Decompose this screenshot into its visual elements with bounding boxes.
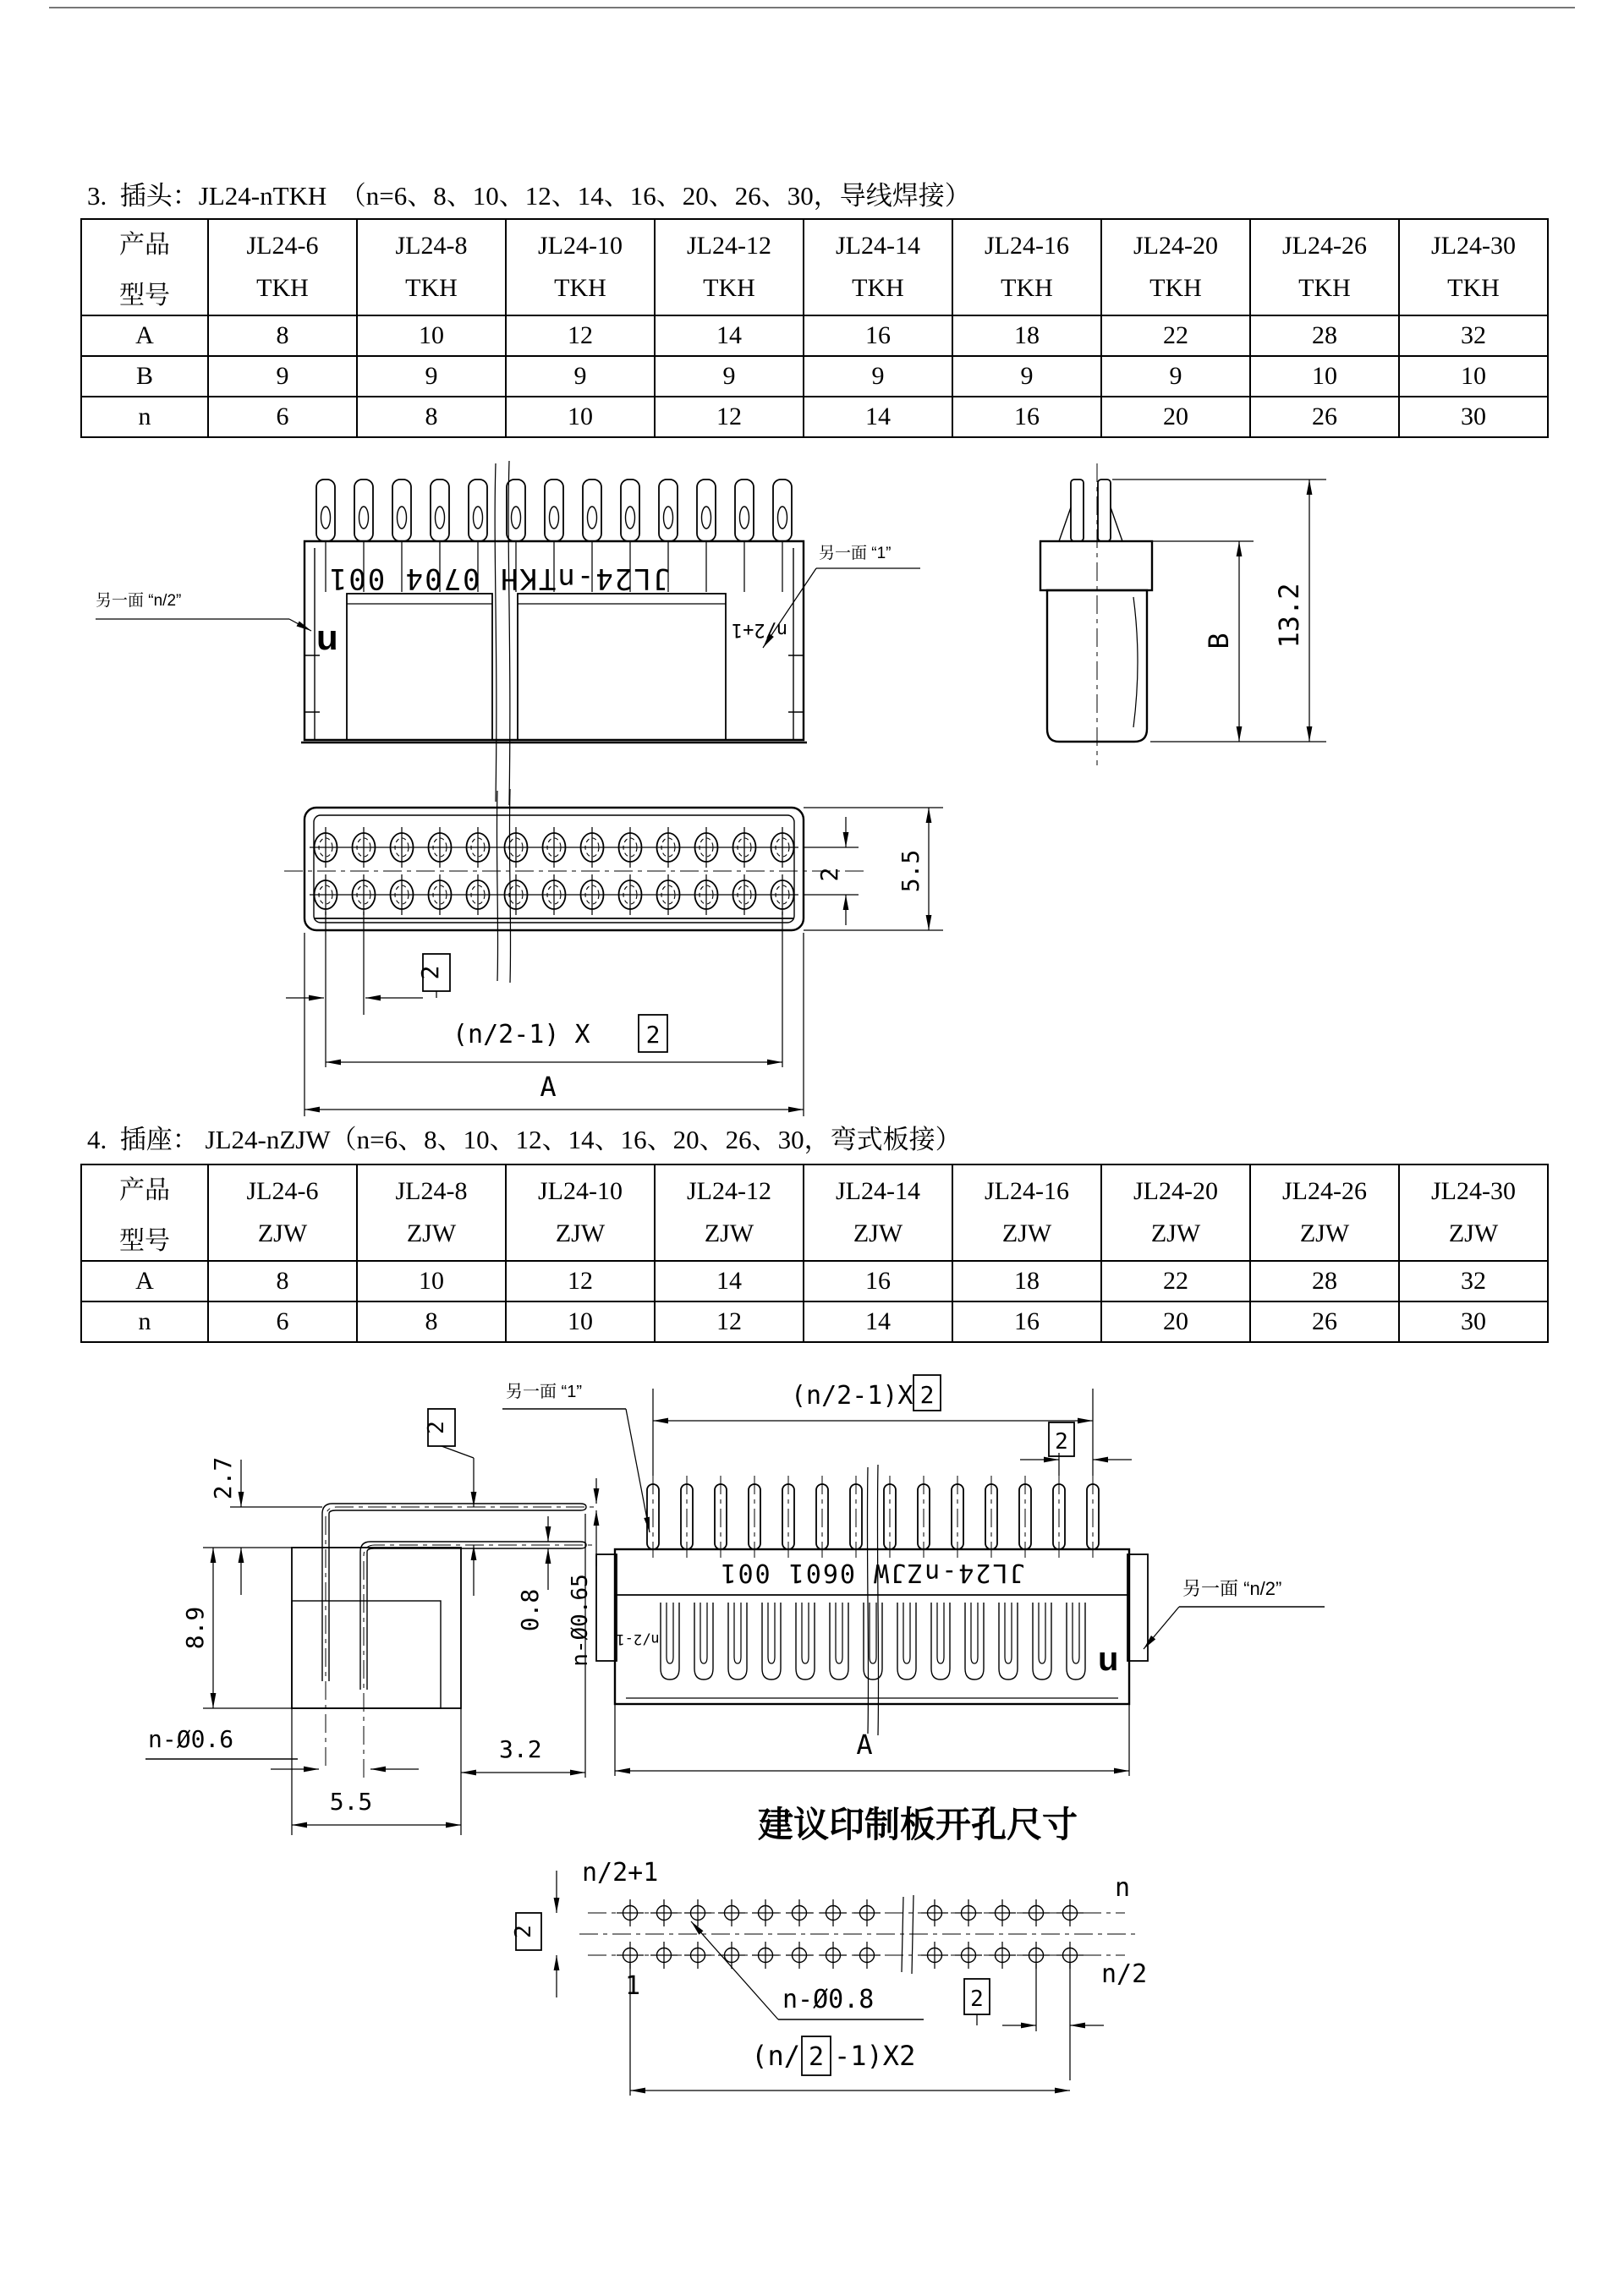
section4-title: 4. 插座： JL24-nZJW（n=6、8、10、12、14、16、20、26、30，弯式板接） [87,1125,962,1154]
table-cell: 9 [952,356,1101,397]
pin-number-mark-left: u [316,617,338,657]
table-row [81,356,1548,397]
column-header: JL24-8 ZJW [357,1164,506,1261]
dim-3-2-label: 3.2 [499,1735,542,1763]
table-row [81,1261,1548,1301]
table-cell: 26 [1250,397,1399,437]
table-cell: 9 [1101,356,1250,397]
label-bottom-left: 1 [624,1971,641,2001]
table-cell: 16 [804,315,952,356]
table-cell: 32 [1399,1261,1548,1301]
table-cell: 30 [1399,397,1548,437]
dim-b-label: B [1203,633,1235,649]
column-header: JL24-10 TKH [506,219,655,315]
table-row [81,397,1548,437]
tkh-spec-table [80,218,1549,438]
page-top-rule [49,7,1575,8]
dim-pitch-boxed-label: 2 [424,1421,449,1434]
row-label: B [81,356,208,397]
table-cell: 12 [655,1301,804,1342]
column-header: JL24-16 ZJW [952,1164,1101,1261]
dim-a-label: A [540,1071,557,1103]
dim-span-prefix-label: (n/2-1)X [791,1381,914,1411]
column-header: JL24-20 ZJW [1101,1164,1250,1261]
table-cell: 28 [1250,1261,1399,1301]
tkh-drawing [0,448,1624,1116]
table-cell: 10 [506,397,655,437]
table-cell: 9 [655,356,804,397]
table-row [81,315,1548,356]
table-cell: 8 [357,1301,506,1342]
row-label: A [81,1261,208,1301]
dim-span-pre-label: (n/ [751,2040,800,2072]
row-label: n [81,397,208,437]
table-cell: 32 [1399,315,1548,356]
pin-number-mark-left: n/2-1 [616,1630,660,1647]
table-cell: 16 [804,1261,952,1301]
table-cell: 10 [357,315,506,356]
table-cell: 10 [1250,356,1399,397]
table-cell: 22 [1101,1261,1250,1301]
hole-dia-label: n-Ø0.8 [782,1985,875,2014]
column-header: JL24-16 TKH [952,219,1101,315]
dim-pitch-boxed-label: 2 [970,1986,984,2012]
table-cell: 8 [208,1261,357,1301]
table-cell: 10 [506,1301,655,1342]
table-cell: 12 [506,315,655,356]
row-label: A [81,315,208,356]
table-cell: 14 [655,315,804,356]
pcb-hole-layout-view [511,1805,1147,2096]
table-cell: 14 [804,1301,952,1342]
dim-row-gap-boxed-label: 2 [511,1925,536,1938]
zjw-front-view [502,1375,1325,1776]
dim-span-boxed-label: 2 [919,1381,935,1409]
dim-5-5-label: 5.5 [897,849,924,893]
dim-5-5-label: 5.5 [329,1788,373,1816]
table-cell: 9 [506,356,655,397]
dim-span-boxed-label: 2 [645,1021,661,1049]
table-cell: 9 [357,356,506,397]
table-cell: 18 [952,1261,1101,1301]
table-corner-header: 产品 型号 [81,219,208,315]
note-other-side-right: 另一面 “1” [819,545,892,562]
column-header: JL24-6 TKH [208,219,357,315]
table-cell: 8 [208,315,357,356]
zjw-side-detail-view [145,1409,596,1835]
zjw-spec-table [80,1164,1549,1343]
dim-span-post-label: -1)X2 [834,2040,916,2072]
column-header: JL24-10 ZJW [506,1164,655,1261]
table-cell: 20 [1101,1301,1250,1342]
table-cell: 18 [952,315,1101,356]
column-header: JL24-30 TKH [1399,219,1548,315]
column-header: JL24-12 TKH [655,219,804,315]
table-cell: 22 [1101,315,1250,356]
column-header: JL24-26 TKH [1250,219,1399,315]
column-header: JL24-14 ZJW [804,1164,952,1261]
dim-0-8-label: 0.8 [516,1588,544,1632]
table-cell: 16 [952,397,1101,437]
label-top-right: n [1115,1873,1131,1903]
pin-number-mark-right: u [1098,1641,1119,1678]
table-corner-header: 产品 型号 [81,1164,208,1261]
table-cell: 12 [655,397,804,437]
dim-pitch-boxed-label: 2 [1055,1429,1068,1455]
column-header: JL24-26 ZJW [1250,1164,1399,1261]
tkh-bottom-view [284,789,943,1116]
zjw-drawing [0,1353,1624,2296]
note-other-side-left: 另一面 “1” [506,1383,582,1401]
column-header: JL24-30 ZJW [1399,1164,1548,1261]
dim-8-9-label: 8.9 [181,1606,209,1650]
column-header: JL24-12 ZJW [655,1164,804,1261]
table-cell: 9 [208,356,357,397]
dim-row-gap-label: 2 [815,867,843,882]
note-other-side-left: 另一面 “n/2” [96,592,182,610]
dim-tail-dia-label: n-Ø0.6 [148,1725,234,1753]
section3-title: 3. 插头：JL24-nTKH （n=6、8、10、12、14、16、20、26、30，导线焊接） [87,181,971,211]
table-cell: 10 [357,1261,506,1301]
label-bottom-right: n/2 [1101,1959,1148,1989]
table-cell: 14 [655,1261,804,1301]
table-cell: 10 [1399,356,1548,397]
dim-13-2-label: 13.2 [1273,583,1305,649]
column-header: JL24-8 TKH [357,219,506,315]
table-cell: 30 [1399,1301,1548,1342]
column-header: JL24-14 TKH [804,219,952,315]
part-marking: JL24-nTKH 0704 001 [327,562,671,595]
tkh-front-view [96,461,920,805]
part-marking: JL24-nZJW 0601 001 [719,1558,1025,1587]
pin-number-mark-right: n/2+1 [731,619,788,640]
table-cell: 16 [952,1301,1101,1342]
dim-span-prefix-label: (n/2-1) X [453,1020,590,1049]
table-cell: 6 [208,1301,357,1342]
pcb-title: 建议印制板开孔尺寸 [757,1805,1078,1844]
dim-span-boxed-label: 2 [808,2042,825,2072]
row-label: n [81,1301,208,1342]
table-cell: 6 [208,397,357,437]
table-cell: 8 [357,397,506,437]
dim-2-7-label: 2.7 [209,1456,237,1500]
table-cell: 20 [1101,397,1250,437]
table-cell: 12 [506,1261,655,1301]
tkh-side-view [1040,463,1326,765]
table-cell: 14 [804,397,952,437]
note-other-side-right: 另一面 “n/2” [1182,1578,1282,1599]
table-cell: 9 [804,356,952,397]
dim-pitch-boxed-label: 2 [416,965,444,980]
table-cell: 28 [1250,315,1399,356]
column-header: JL24-20 TKH [1101,219,1250,315]
dim-a-label: A [856,1729,873,1761]
table-cell: 26 [1250,1301,1399,1342]
column-header: JL24-6 ZJW [208,1164,357,1261]
table-row [81,1301,1548,1342]
dim-pin-dia-label: n-Ø0.65 [568,1574,593,1667]
label-top-left: n/2+1 [582,1858,659,1888]
